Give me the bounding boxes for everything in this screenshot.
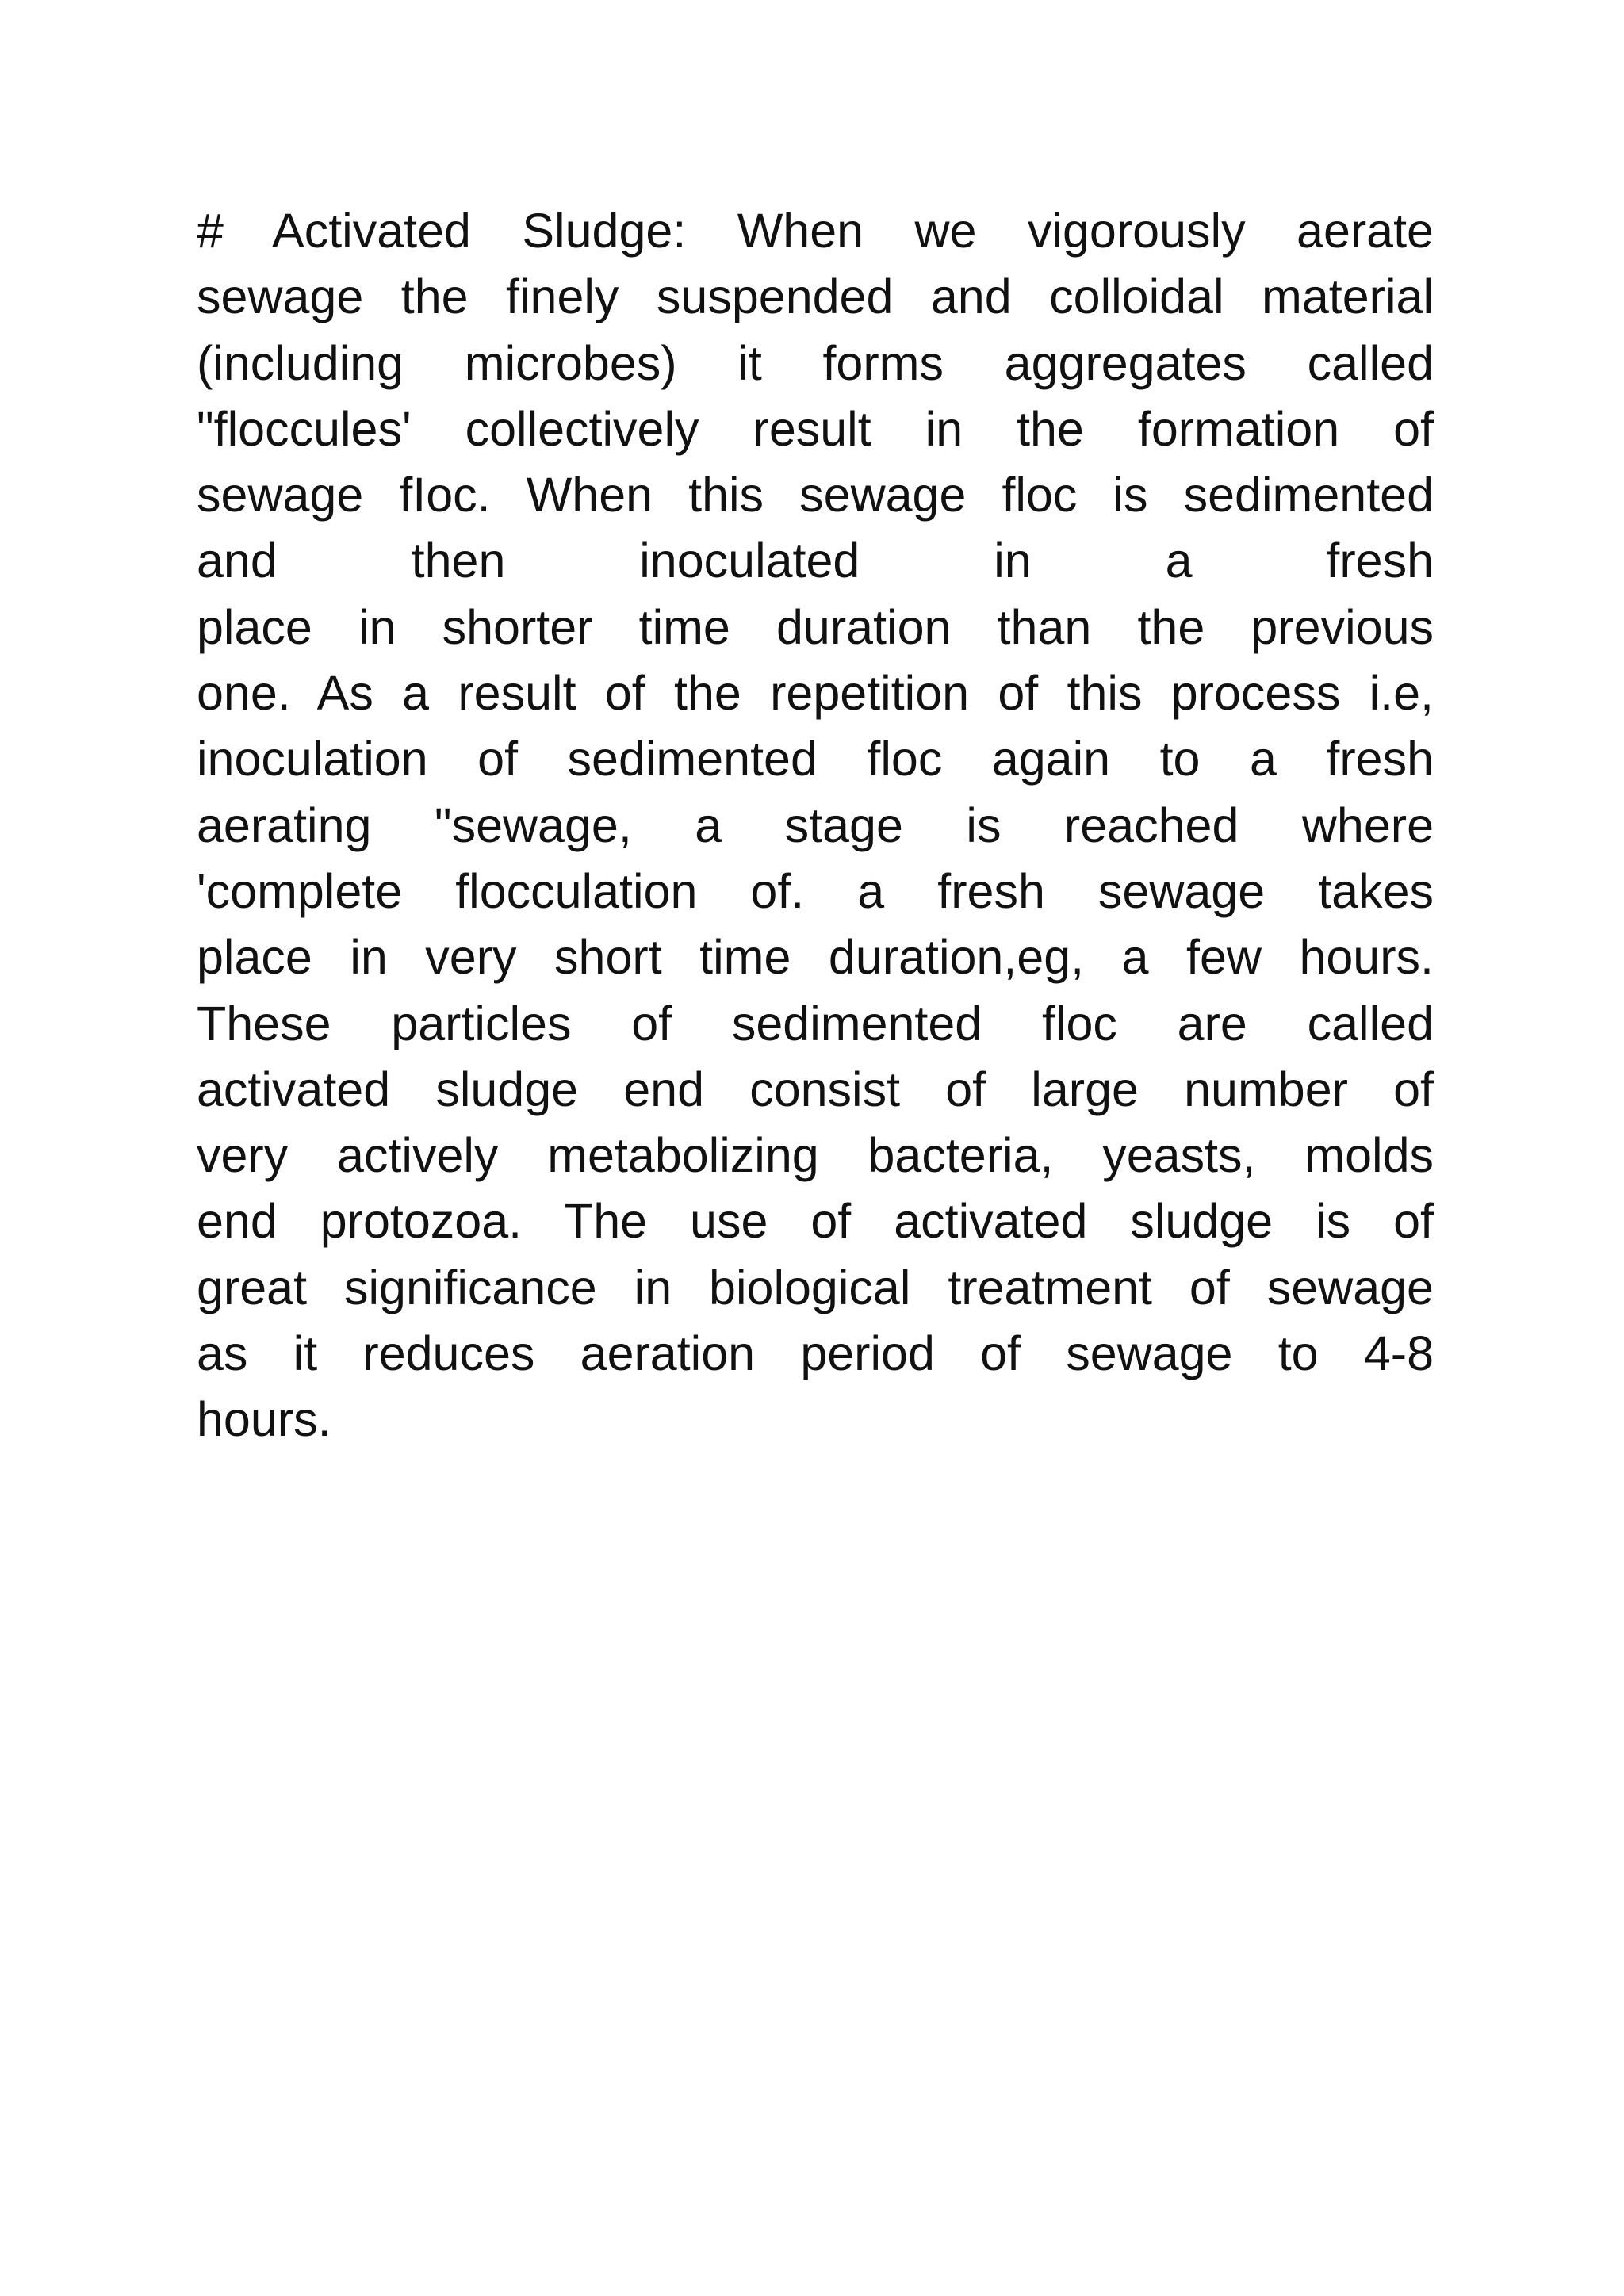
text-line-15: very actively metabolizing bacteria, yeasts, molds	[197, 1128, 1434, 1183]
text-line-3: (including microbes) it forms aggregates called	[197, 335, 1434, 390]
text-line-18: as it reduces aeration period of sewage to 4-8	[197, 1326, 1434, 1381]
text-line-10: aerating "sewage, a stage is reached where	[197, 798, 1434, 852]
text-line-17: great significance in biological treatment of sewage	[197, 1260, 1434, 1314]
text-line-2: sewage the finely suspended and colloidal material	[197, 270, 1434, 324]
text-line-13: These particles of sedimented floc are called	[197, 996, 1434, 1050]
text-line-1: # Activated Sludge: When we vigorously aerate	[197, 204, 1434, 258]
text-line-8: one. As a result of the repetition of this process i.e,	[197, 666, 1434, 721]
text-line-16: end protozoa. The use of activated sludge is of	[197, 1194, 1434, 1249]
body-paragraph	[197, 198, 1434, 1453]
text-line-12: place in very short time duration,eg, a few hours.	[197, 930, 1434, 985]
text-line-6: and then inoculated in a fresh	[197, 534, 1434, 588]
text-line-7: place in shorter time duration than the previous	[197, 599, 1434, 654]
text-line-19: hours.	[197, 1392, 331, 1447]
text-line-14: activated sludge end consist of large number of	[197, 1062, 1434, 1116]
text-line-9: inoculation of sedimented floc again to a fresh	[197, 732, 1434, 786]
text-line-4: "floccules' collectively result in the formation of	[197, 401, 1434, 456]
text-line-11: 'complete flocculation of. a fresh sewage takes	[197, 863, 1434, 918]
text-line-5: sewage fIoc. When this sewage floc is sedimented	[197, 468, 1434, 522]
